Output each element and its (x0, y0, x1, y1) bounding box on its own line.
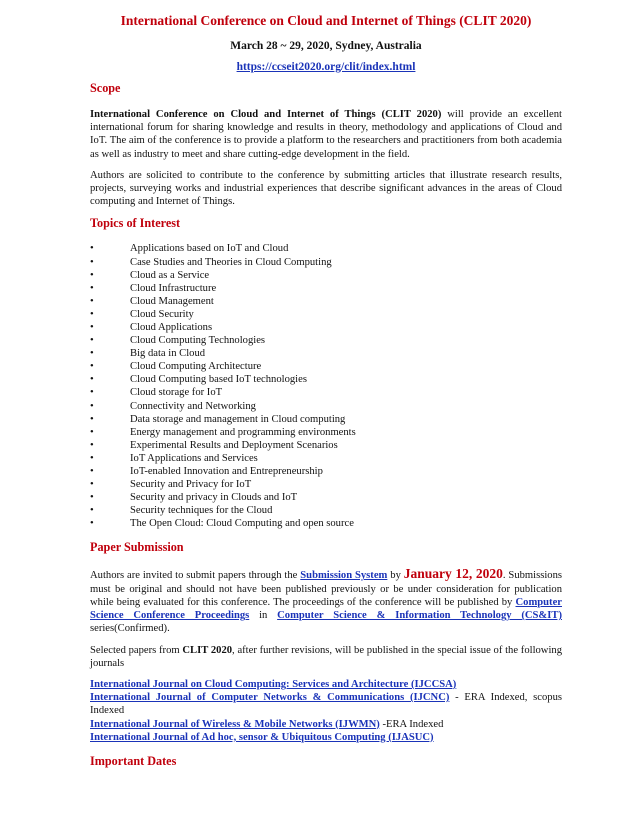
selected-text-b: , after further revisions, will be published in the special issue of the following journals (90, 644, 562, 669)
topic-item (90, 256, 562, 269)
scope-heading: Scope (90, 81, 121, 95)
bullet-icon: • (90, 321, 94, 333)
bullet-icon: • (90, 413, 94, 425)
bullet-icon: • (90, 479, 94, 491)
scope-lead: International Conference on Cloud and Internet of Things (CLIT 2020) (90, 109, 442, 120)
submission-system-link[interactable]: Submission System (300, 570, 388, 582)
topic-label: The Open Cloud: Cloud Computing and open source (130, 518, 354, 530)
topic-label: Cloud Security (130, 308, 194, 320)
topic-label: Experimental Results and Deployment Scenarios (130, 439, 338, 451)
bullet-icon: • (90, 269, 94, 281)
topic-item (90, 308, 562, 321)
topic-item (90, 347, 562, 360)
topic-label: Security techniques for the Cloud (130, 505, 273, 517)
scope-p1-text: will provide an excellent international forum for sharing knowledge and results in theory, methodology and applications of Cloud and IoT. The aim of the conference is to provide a platform to the researchers and practitioners from both academia as well as industry to meet and share cutting-edge development in the field. (90, 109, 562, 160)
topic-item (90, 439, 562, 452)
topic-item (90, 491, 562, 504)
journal-note: -ERA Indexed (379, 718, 444, 730)
journals-list (90, 678, 562, 744)
bullet-icon: • (90, 243, 94, 255)
bullet-icon: • (90, 466, 94, 478)
journal-link[interactable]: International Journal of Computer Networks & Communications (IJCNC) (90, 692, 450, 704)
bullet-icon: • (90, 335, 94, 347)
bullet-icon: • (90, 374, 94, 386)
topics-list (90, 242, 562, 530)
bullet-icon: • (90, 439, 94, 451)
journal-link[interactable]: International Journal of Ad hoc, sensor & Ubiquitous Computing (IJASUC) (90, 731, 434, 743)
conference-dates: March 28 ~ 29, 2020, Sydney, Australia (230, 40, 422, 52)
submission-heading: Paper Submission (90, 540, 184, 555)
topics-heading: Topics of Interest (90, 216, 181, 231)
topic-item (90, 373, 562, 386)
topic-label: Connectivity and Networking (130, 400, 256, 412)
journal-link[interactable]: International Journal on Cloud Computing: Services and Architecture (IJCCSA) (90, 678, 457, 690)
journal-entry (90, 678, 562, 691)
topic-label: Cloud Infrastructure (130, 282, 217, 294)
topic-item (90, 321, 562, 334)
topic-label: Cloud Applications (130, 321, 213, 333)
topic-label: Energy management and programming environments (130, 426, 356, 438)
conference-title: International Conference on Cloud and Internet of Things (CLIT 2020) (120, 13, 532, 28)
submission-text-a: Authors are invited to submit papers through the (90, 570, 301, 582)
topic-item (90, 360, 562, 373)
topic-item (90, 478, 562, 491)
proceedings-link[interactable]: Computer Science Conference Proceedings (90, 596, 562, 622)
bullet-icon: • (90, 387, 94, 399)
topic-label: Security and privacy in Clouds and IoT (130, 492, 298, 504)
journal-entry (90, 731, 562, 744)
topic-item (90, 282, 562, 295)
topic-item (90, 334, 562, 347)
topic-label: Cloud as a Service (130, 269, 210, 281)
topic-label: Cloud Computing based IoT technologies (130, 374, 307, 386)
bullet-icon: • (90, 452, 94, 464)
topic-label: Cloud Computing Architecture (130, 361, 262, 373)
topic-label: Data storage and management in Cloud computing (130, 413, 346, 425)
bullet-icon: • (90, 400, 94, 412)
journal-entry (90, 718, 562, 731)
scope-paragraph-2: Authors are solicited to contribute to the conference by submitting articles that illustrate research results, projects, surveying works and industrial experiences that describe significant advances in the areas of Cloud computing and Internet of Things. (90, 169, 562, 208)
topic-label: IoT Applications and Services (130, 452, 258, 464)
topic-item (90, 426, 562, 439)
selected-conference-name: CLIT 2020 (182, 644, 233, 656)
document-content (90, 12, 562, 781)
scope-paragraph-1 (90, 108, 562, 161)
submission-paragraph-1 (90, 567, 562, 635)
submission-text-e: series(Confirmed). (90, 623, 170, 635)
topic-item (90, 400, 562, 413)
journal-link[interactable]: International Journal of Wireless & Mobile Networks (IJWMN) (90, 718, 380, 730)
topic-item (90, 242, 562, 255)
journal-note: - ERA Indexed, scopus Indexed (90, 692, 562, 717)
topic-item (90, 269, 562, 282)
bullet-icon: • (90, 426, 94, 438)
topic-label: Cloud Computing Technologies (130, 335, 266, 347)
bullet-icon: • (90, 361, 94, 373)
submission-text-c: . Submissions must be original and should not have been published previously or be under consideration for publication while being evaluated for this conference. The proceedings of the conference will be published by (90, 570, 563, 608)
bullet-icon: • (90, 282, 94, 294)
conference-url-line (90, 61, 562, 73)
topic-label: Big data in Cloud (130, 348, 206, 360)
bullet-icon: • (90, 308, 94, 320)
submission-text-d: in (249, 610, 278, 622)
bullet-icon: • (90, 518, 94, 530)
topic-label: Applications based on IoT and Cloud (130, 243, 289, 255)
topic-label: Cloud Management (130, 295, 214, 307)
bullet-icon: • (90, 295, 94, 307)
bullet-icon: • (90, 492, 94, 504)
topic-item (90, 295, 562, 308)
submission-deadline: January 12, 2020 (403, 566, 503, 582)
important-dates-heading: Important Dates (90, 753, 177, 768)
submission-paragraph-2 (90, 644, 562, 670)
topic-label: IoT-enabled Innovation and Entrepreneurship (130, 466, 323, 478)
topic-item (90, 413, 562, 426)
topic-label: Case Studies and Theories in Cloud Computing (130, 256, 332, 268)
journal-entry (90, 691, 562, 717)
topic-label: Security and Privacy for IoT (130, 479, 252, 491)
topic-item (90, 452, 562, 465)
bullet-icon: • (90, 256, 94, 268)
csit-link[interactable]: Computer Science & Information Technology (CS&IT) (277, 610, 562, 622)
topic-item (90, 504, 562, 517)
topic-label: Cloud storage for IoT (130, 387, 223, 399)
topic-item (90, 386, 562, 399)
bullet-icon: • (90, 348, 94, 360)
bullet-icon: • (90, 505, 94, 517)
topic-item (90, 517, 562, 530)
selected-text-a: Selected papers from (90, 644, 183, 656)
submission-text-b: by (387, 570, 404, 582)
conference-url-link[interactable]: https://ccseit2020.org/clit/index.html (236, 61, 416, 73)
topic-item (90, 465, 562, 478)
